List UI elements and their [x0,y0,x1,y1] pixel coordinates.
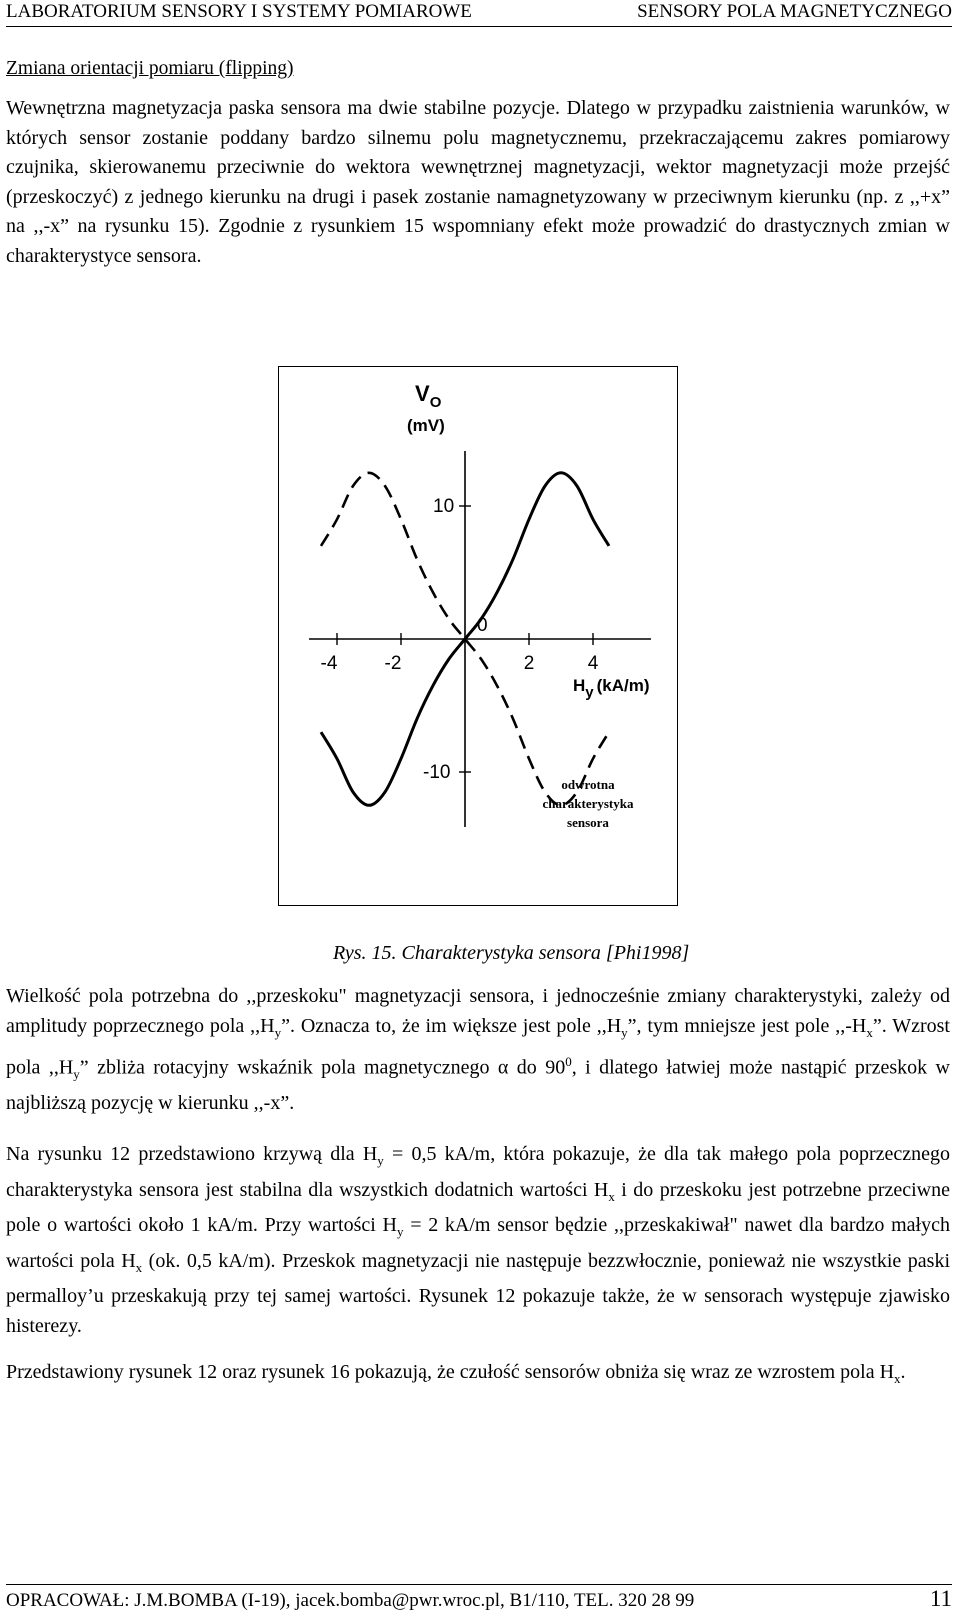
chart-annotation-line-2: charakterystyka [542,796,634,811]
p2-text-3: ”, tym mniejsze jest pole ,,-H [627,1014,867,1037]
chart-annotation-line-3: sensora [567,815,609,830]
p3-text-2: = 0,5 kA/m, która pokazuje, że dla tak małego pola poprzecznego charakterystyka sensora jest stabilna dla wszystkich dodatnich wartości H [6,1143,950,1201]
p2-text-5: ” zbliża rotacyjny wskaźnik pola magnetycznego α do 90 [79,1056,566,1079]
section-title: Zmiana orientacji pomiaru (flipping) [6,58,294,79]
p2-sub-1: y [274,1024,282,1040]
p2-text-6: , i dlatego łatwiej może nastąpić przeskok w najbliższą pozycję w kierunku ,,-x”. [6,1056,950,1115]
y-tick-label: -10 [423,762,451,783]
p3-text-1: Na rysunku 12 przedstawiono krzywą dla H [6,1143,378,1165]
y-axis-unit: (mV) [407,416,445,435]
p2-text-1: Wielkość pola potrzebna do ,,przeskoku" magnetyzacji sensora, i jednocześnie zmiany charakterystyki, zależy od amplitudy poprzecznego pola ,,H [6,985,950,1037]
y-axis-label: $V_O$ [415,381,442,411]
p3-sub-4: x [135,1259,143,1275]
chart-annotation-line-1: odwrotna [561,777,615,792]
header-right: SENSORY POLA MAGNETYCZNEGO [637,1,952,22]
x-axis-label-subscript: y [585,684,594,701]
paragraph-1: Wewnętrzna magnetyzacja paska sensora ma dwie stabilne pozycje. Dlatego w przypadku zaistnienia warunków, w których sensor zostanie poddany bardzo silnemu polu magnetycznemu, przekraczającemu zakres pomiarowy czujnika, skierowanemu przeciwnie do wektora wewnętrznej magnetyzacji, wektor magnetyzacji może przejść (przeskoczyć) z jednego kierunku na drugi i pasek zostanie namagnetyzowany w przeciwnym kierunku (np. z ,,+x” na ,,-x” na rysunku 15). Zgodnie z rysunkiem 15 wspomniany efekt może prowadzić do drastycznych zmian w charakterystyce sensora. [6,97,950,267]
p2-sub-4: y [73,1066,80,1082]
p2-text-4: ”. Wzrost pola ,,H [6,1014,950,1079]
p4-text-1: Przedstawiony rysunek 12 oraz rysunek 16 pokazują, że czułość sensorów obniża się wraz ze wzrostem pola H [6,1361,895,1383]
p2-sub-2: y [621,1024,628,1040]
p4-text-2: . [900,1361,906,1383]
x-tick-label: 4 [587,653,599,674]
p4-sub-1: x [894,1371,901,1386]
chart-svg [279,367,679,907]
p3-sub-2: x [608,1188,615,1204]
header-left: LABORATORIUM SENSORY I SYSTEMY POMIAROWE [6,1,472,22]
paragraph-3 [6,1140,950,1341]
paragraph-4 [6,1358,950,1394]
p3-sub-3: y [396,1224,404,1239]
y-axis-label-subscript: O [429,394,442,411]
figure-caption: Rys. 15. Charakterystyka sensora [Phi1998] [333,942,690,964]
figure-15 [278,366,678,906]
p3-text-5: (ok. 0,5 kA/m). Przeskok magnetyzacji nie następuje bezzwłocznie, ponieważ nie wszystkie paski permalloy’u przeskakują przy tej samej wartości. Rysunek 12 pokazuje także, że w sensorach występuje zjawisko histerezy. [6,1249,950,1337]
p3-text-4: = 2 kA/m sensor będzie ,,przeskakiwał" nawet dla bardzo małych wartości pola H [6,1214,950,1272]
x-axis-label: Hy (kA/m) [573,676,650,701]
page-number: 11 [929,1586,952,1611]
paragraph-2 [6,982,950,1119]
page-header [6,0,952,27]
p2-sup-1: 0 [565,1054,572,1069]
p3-sub-1: y [377,1153,384,1168]
x-tick-label: -4 [320,653,338,674]
y-tick-label: 0 [477,615,488,636]
footer-author: OPRACOWAŁ: J.M.BOMBA (I-19), jacek.bomba@pwr.wroc.pl, B1/110, TEL. 320 28 99 [6,1590,695,1611]
p2-sub-3: x [866,1024,873,1040]
y-tick-label: 10 [433,496,455,517]
page-footer [6,1584,952,1615]
chart-axes [309,451,651,827]
x-tick-label: 2 [523,653,535,674]
x-tick-label: -2 [384,653,402,674]
p3-text-3: i do przeskoku jest potrzebne przeciwne pole o wartości około 1 kA/m. Przy wartości H [6,1178,950,1236]
p2-text-2: ”. Oznacza to, że im większe jest pole ,,H [281,1014,622,1037]
x-axis-label-unit: (kA/m) [596,676,650,695]
